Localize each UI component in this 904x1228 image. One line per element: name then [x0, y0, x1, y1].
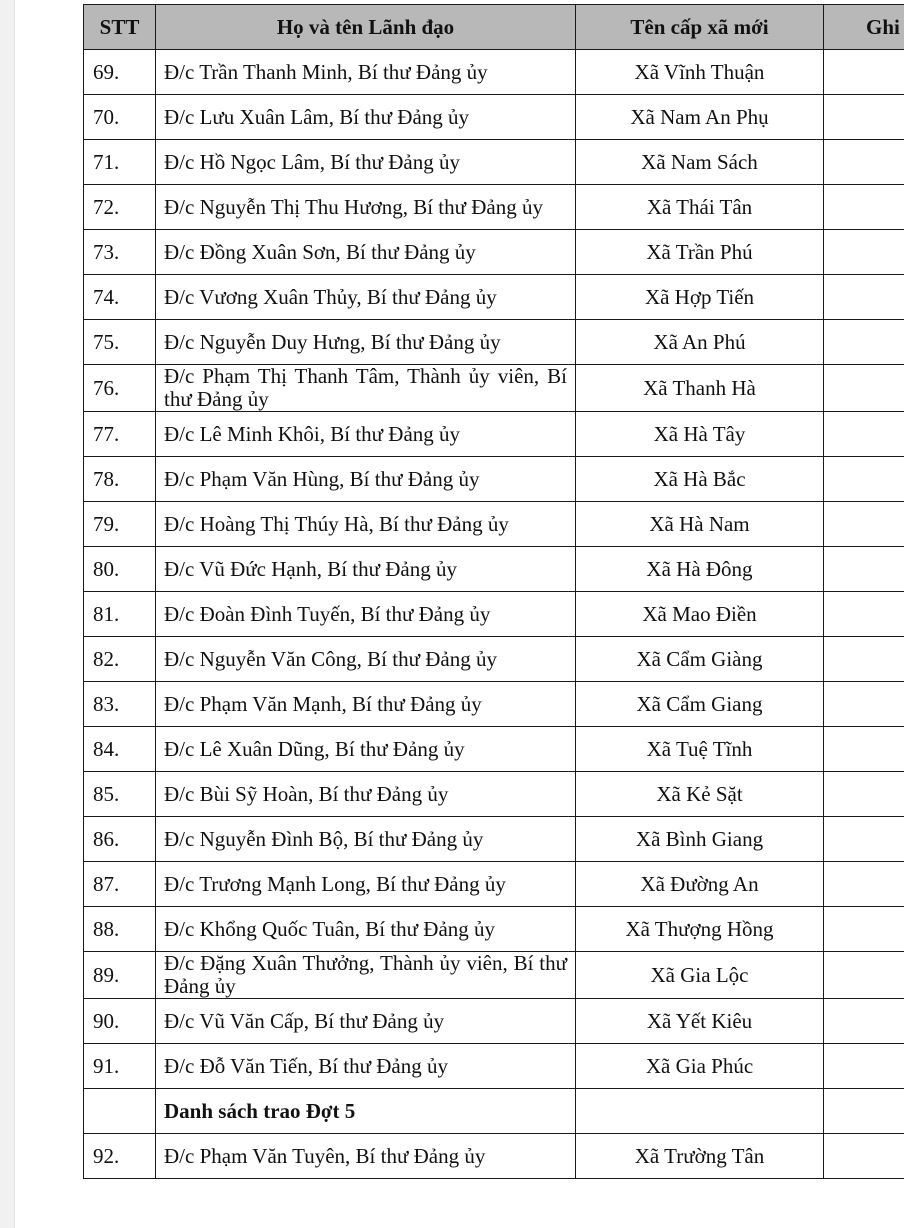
table-row	[84, 817, 904, 862]
row-note	[824, 907, 904, 952]
row-commune: Xã Cẩm Giàng	[576, 637, 824, 682]
row-stt: 91.	[84, 1044, 156, 1089]
table-row	[84, 862, 904, 907]
row-note	[824, 727, 904, 772]
row-leader-name: Đ/c Nguyễn Đình Bộ, Bí thư Đảng ủy	[156, 817, 576, 862]
row-stt: 84.	[84, 727, 156, 772]
row-stt: 80.	[84, 547, 156, 592]
header-stt: STT	[84, 5, 156, 50]
row-leader-name: Đ/c Khổng Quốc Tuân, Bí thư Đảng ủy	[156, 907, 576, 952]
row-leader-name: Đ/c Hồ Ngọc Lâm, Bí thư Đảng ủy	[156, 140, 576, 185]
row-commune: Xã Thanh Hà	[576, 365, 824, 412]
row-note	[824, 772, 904, 817]
row-note	[824, 952, 904, 999]
row-leader-name: Đ/c Lê Minh Khôi, Bí thư Đảng ủy	[156, 412, 576, 457]
row-note	[824, 637, 904, 682]
row-leader-name: Đ/c Phạm Văn Tuyên, Bí thư Đảng ủy	[156, 1134, 576, 1179]
table-row	[84, 1044, 904, 1089]
row-commune: Xã Hà Bắc	[576, 457, 824, 502]
row-leader-name: Đ/c Đoàn Đình Tuyến, Bí thư Đảng ủy	[156, 592, 576, 637]
row-commune: Xã Đường An	[576, 862, 824, 907]
row-commune: Xã Hà Đông	[576, 547, 824, 592]
row-stt: 90.	[84, 999, 156, 1044]
row-note	[824, 50, 904, 95]
row-commune: Xã Bình Giang	[576, 817, 824, 862]
row-leader-name: Đ/c Trần Thanh Minh, Bí thư Đảng ủy	[156, 50, 576, 95]
row-stt: 82.	[84, 637, 156, 682]
table-row	[84, 230, 904, 275]
row-note	[824, 185, 904, 230]
row-note	[824, 592, 904, 637]
row-commune: Xã Trường Tân	[576, 1134, 824, 1179]
row-leader-name: Đ/c Đồng Xuân Sơn, Bí thư Đảng ủy	[156, 230, 576, 275]
row-note	[824, 275, 904, 320]
row-note	[824, 140, 904, 185]
row-leader-name: Đ/c Hoàng Thị Thúy Hà, Bí thư Đảng ủy	[156, 502, 576, 547]
row-stt: 87.	[84, 862, 156, 907]
row-stt: 88.	[84, 907, 156, 952]
row-note	[824, 365, 904, 412]
row-leader-name: Đ/c Trương Mạnh Long, Bí thư Đảng ủy	[156, 862, 576, 907]
row-note	[824, 457, 904, 502]
row-leader-name: Đ/c Phạm Văn Mạnh, Bí thư Đảng ủy	[156, 682, 576, 727]
table-row	[84, 907, 904, 952]
row-leader-name: Đ/c Vũ Đức Hạnh, Bí thư Đảng ủy	[156, 547, 576, 592]
row-stt: 77.	[84, 412, 156, 457]
row-commune: Xã Mao Điền	[576, 592, 824, 637]
row-commune: Xã Cẩm Giang	[576, 682, 824, 727]
row-stt: 71.	[84, 140, 156, 185]
row-commune: Xã Hợp Tiến	[576, 275, 824, 320]
table-row	[84, 95, 904, 140]
row-leader-name: Đ/c Đỗ Văn Tiến, Bí thư Đảng ủy	[156, 1044, 576, 1089]
row-stt: 81.	[84, 592, 156, 637]
row-note	[824, 862, 904, 907]
section-row	[84, 1089, 904, 1134]
row-commune: Xã Tuệ Tĩnh	[576, 727, 824, 772]
header-note: Ghi	[824, 5, 904, 50]
row-note	[824, 95, 904, 140]
table-row	[84, 727, 904, 772]
row-stt	[84, 1089, 156, 1134]
row-leader-name: Đ/c Vương Xuân Thủy, Bí thư Đảng ủy	[156, 275, 576, 320]
table-header-row	[84, 5, 904, 50]
table-row	[84, 50, 904, 95]
row-stt: 70.	[84, 95, 156, 140]
row-stt: 73.	[84, 230, 156, 275]
row-commune: Xã Gia Lộc	[576, 952, 824, 999]
row-note	[824, 682, 904, 727]
row-note	[824, 320, 904, 365]
row-stt: 78.	[84, 457, 156, 502]
table-row	[84, 999, 904, 1044]
row-stt: 79.	[84, 502, 156, 547]
row-stt: 72.	[84, 185, 156, 230]
row-stt: 74.	[84, 275, 156, 320]
row-leader-name: Đ/c Bùi Sỹ Hoàn, Bí thư Đảng ủy	[156, 772, 576, 817]
row-note	[824, 817, 904, 862]
row-stt: 83.	[84, 682, 156, 727]
row-commune: Xã Thái Tân	[576, 185, 824, 230]
row-note	[824, 412, 904, 457]
row-commune: Xã Trần Phú	[576, 230, 824, 275]
row-leader-name: Danh sách trao Đợt 5	[156, 1089, 576, 1134]
row-leader-name: Đ/c Nguyễn Văn Công, Bí thư Đảng ủy	[156, 637, 576, 682]
row-note	[824, 1134, 904, 1179]
table-row	[84, 637, 904, 682]
row-note	[824, 999, 904, 1044]
row-commune: Xã Hà Nam	[576, 502, 824, 547]
table-row	[84, 365, 904, 412]
table-row	[84, 412, 904, 457]
leaders-table	[83, 4, 904, 1179]
table-row	[84, 682, 904, 727]
table-row	[84, 772, 904, 817]
row-leader-name: Đ/c Lưu Xuân Lâm, Bí thư Đảng ủy	[156, 95, 576, 140]
row-stt: 89.	[84, 952, 156, 999]
row-stt: 69.	[84, 50, 156, 95]
row-commune: Xã Gia Phúc	[576, 1044, 824, 1089]
table-row	[84, 952, 904, 999]
row-leader-name: Đ/c Phạm Văn Hùng, Bí thư Đảng ủy	[156, 457, 576, 502]
table-row	[84, 457, 904, 502]
header-name: Họ và tên Lãnh đạo	[156, 5, 576, 50]
row-commune: Xã Nam An Phụ	[576, 95, 824, 140]
header-commune: Tên cấp xã mới	[576, 5, 824, 50]
row-stt: 76.	[84, 365, 156, 412]
row-commune: Xã Yết Kiêu	[576, 999, 824, 1044]
row-note	[824, 1044, 904, 1089]
table-row	[84, 185, 904, 230]
table-row	[84, 320, 904, 365]
row-commune	[576, 1089, 824, 1134]
row-leader-name: Đ/c Phạm Thị Thanh Tâm, Thành ủy viên, Bí thư Đảng ủy	[156, 365, 576, 412]
row-commune: Xã Thượng Hồng	[576, 907, 824, 952]
row-note	[824, 502, 904, 547]
row-commune: Xã Hà Tây	[576, 412, 824, 457]
row-leader-name: Đ/c Đặng Xuân Thưởng, Thành ủy viên, Bí thư Đảng ủy	[156, 952, 576, 999]
row-note	[824, 230, 904, 275]
row-leader-name: Đ/c Nguyễn Thị Thu Hương, Bí thư Đảng ủy	[156, 185, 576, 230]
table-row	[84, 1134, 904, 1179]
row-stt: 86.	[84, 817, 156, 862]
row-leader-name: Đ/c Lê Xuân Dũng, Bí thư Đảng ủy	[156, 727, 576, 772]
row-commune: Xã Vĩnh Thuận	[576, 50, 824, 95]
table-row	[84, 275, 904, 320]
page-gutter	[0, 0, 15, 1228]
row-commune: Xã An Phú	[576, 320, 824, 365]
row-stt: 92.	[84, 1134, 156, 1179]
row-leader-name: Đ/c Nguyễn Duy Hưng, Bí thư Đảng ủy	[156, 320, 576, 365]
table-row	[84, 140, 904, 185]
row-note	[824, 547, 904, 592]
table-row	[84, 547, 904, 592]
row-commune: Xã Kẻ Sặt	[576, 772, 824, 817]
row-stt: 75.	[84, 320, 156, 365]
table-body	[84, 50, 904, 1179]
table-row	[84, 592, 904, 637]
row-commune: Xã Nam Sách	[576, 140, 824, 185]
table-row	[84, 502, 904, 547]
row-stt: 85.	[84, 772, 156, 817]
row-leader-name: Đ/c Vũ Văn Cấp, Bí thư Đảng ủy	[156, 999, 576, 1044]
row-note	[824, 1089, 904, 1134]
